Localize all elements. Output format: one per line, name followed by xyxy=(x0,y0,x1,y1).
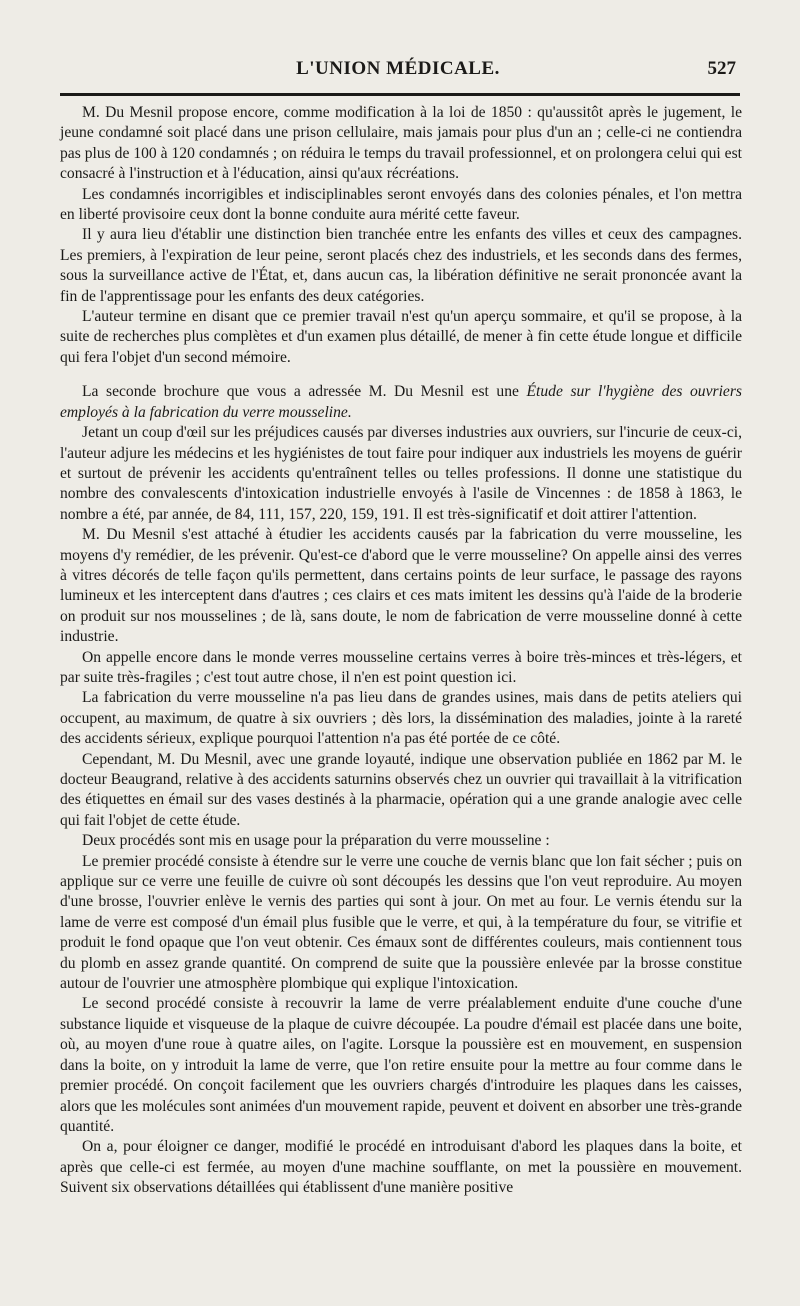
paragraph: Le premier procédé consiste à étendre sur le verre une couche de vernis blanc que lon fait sécher ; puis on applique sur ce verre une feuille de cuivre où sont découpés les dessins que l'on veut reproduire. Au moyen d'une brosse, l'ouvrier enlève le vernis des parties qui sont à jour. On met au four. Le vernis étendu sur la lame de verre est composé d'un émail plus fusible que le verre, et qui, à la température du four, se vitrifie et produit le fond opaque que l'on veut obtenir. Ces émaux sont de différentes couleurs, mais contiennent tous du plomb en assez grande quantité. On comprend de suite que la poussière enlevée par la brosse constitue autour de l'ouvrier une atmosphère plombique qui explique l'intoxication. xyxy=(60,852,742,993)
brochure-title: Étude sur l'hygiène des ouvriers employés à la fabrication du verre mousseline. xyxy=(60,383,742,421)
paragraph: On appelle encore dans le monde verres mousseline certains verres à boire très-minces et très-légers, et par suite très-fragiles ; c'est tout autre chose, il n'en est point question ici. xyxy=(60,648,742,686)
paragraph: Deux procédés sont mis en usage pour la préparation du verre mousseline : xyxy=(82,832,550,850)
paragraph: M. Du Mesnil propose encore, comme modification à la loi de 1850 : qu'aussitôt après le jugement, le jeune condamné soit placé dans une prison cellulaire, mais jamais pour plus d'un an ; celle-ci ne contiendra pas plus de 100 à 120 condamnés ; on réduira le temps du travail professionnel, et on prolongera celui qui est consacré à l'instruction et à l'éducation, ainsi qu'aux récréations. xyxy=(60,104,742,183)
paragraph-brochure-intro xyxy=(60,382,742,423)
paragraph: On a, pour éloigner ce danger, modifié le procédé en introduisant d'abord les plaques dans la boite, et après que celle-ci est fermée, au moyen d'une machine soufflante, on met la poussière en mouvement. Suivent six observations détaillées qui établissent d'une manière positive xyxy=(60,1138,742,1197)
header-rule xyxy=(60,93,740,96)
page-number: 527 xyxy=(707,58,736,79)
paragraph-text: La seconde brochure que vous a adressée M. Du Mesnil est une xyxy=(82,383,527,401)
paragraph: La fabrication du verre mousseline n'a pas lieu dans de grandes usines, mais dans de petits ateliers qui occupent, au maximum, de quatre à six ouvriers ; dès lors, la dissémination des maladies, jointe à la rareté des accidents sérieux, explique pourquoi l'attention n'a pas été portée de ce côté. xyxy=(60,689,742,748)
article-body xyxy=(60,103,742,1199)
paragraph: L'auteur termine en disant que ce premier travail n'est qu'un aperçu sommaire, et qu'il se propose, à la suite de recherches plus complètes et d'un examen plus détaillé, de mener à fin cette étude longue et difficile qui fera l'objet d'un second mémoire. xyxy=(60,308,742,366)
paragraph: Il y aura lieu d'établir une distinction bien tranchée entre les enfants des villes et ceux des campagnes. Les premiers, à l'expiration de leur peine, seront placés chez des industriels, et les seconds dans des fermes, sous la surveillance active de l'État, et, dans aucun cas, la libération définitive ne serait prononcée avant la fin de l'apprentissage pour les enfants des deux catégories. xyxy=(60,226,742,305)
journal-title: L'UNION MÉDICALE. xyxy=(296,58,500,79)
running-header xyxy=(60,58,736,86)
paragraph: Les condamnés incorrigibles et indisciplinables seront envoyés dans des colonies pénales, et l'on mettra en liberté provisoire ceux dont la bonne conduite aura mérité cette faveur. xyxy=(60,185,742,224)
paragraph: Cependant, M. Du Mesnil, avec une grande loyauté, indique une observation publiée en 1862 par M. le docteur Beaugrand, relative à des accidents saturnins observés chez un ouvrier qui travaillait à la vitrification des étiquettes en émail sur des vases destinés à la pharmacie, opération qui a une grande analogie avec celle qui fait l'objet de cette étude. xyxy=(60,750,742,829)
paragraph: Le second procédé consiste à recouvrir la lame de verre préalablement enduite d'une couche d'une substance liquide et visqueuse de la plaque de cuivre découpée. La poudre d'émail est placée dans une boite, où, au moyen d'une roue à quatre ailes, on l'agite. Lorsque la poussière est en mouvement, en suspension dans la boite, on y introduit la lame de verre, que l'on retire ensuite pour la mettre au four comme dans le premier procédé. On conçoit facilement que les ouvriers chargés d'introduire les plaques dans les caisses, alors que les molécules sont animées d'un mouvement rapide, peuvent et doivent en absorber une très-grande quantité. xyxy=(60,995,742,1135)
paragraph: Jetant un coup d'œil sur les préjudices causés par diverses industries aux ouvriers, sur l'incurie de ceux-ci, l'auteur adjure les médecins et les hygiénistes de tout faire pour indiquer aux industriels les moyens de guérir et surtout de prévenir les accidents qu'entraînent telles ou telles professions. Il donne une statistique du nombre des convalescents d'intoxication industrielle envoyés à l'asile de Vincennes : de 1858 à 1863, le nombre a été, par année, de 84, 111, 157, 220, 159, 191. Il est très-significatif et doit attirer l'attention. xyxy=(60,424,742,523)
paragraph: M. Du Mesnil s'est attaché à étudier les accidents causés par la fabrication du verre mousseline, les moyens d'y remédier, de les prévenir. Qu'est-ce d'abord que le verre mousseline? On appelle ainsi des verres à vitres décorés de telle façon qu'ils permettent, dans certains points de leur surface, le passage des rayons lumineux et les interceptent dans d'autres ; ces clairs et ces mats imitent les dessins qu'à l'aide de la broderie on produit sur nos mousselines ; de là, sans doute, le nom de fabrication de verre mousseline donné à cette industrie. xyxy=(60,526,742,646)
